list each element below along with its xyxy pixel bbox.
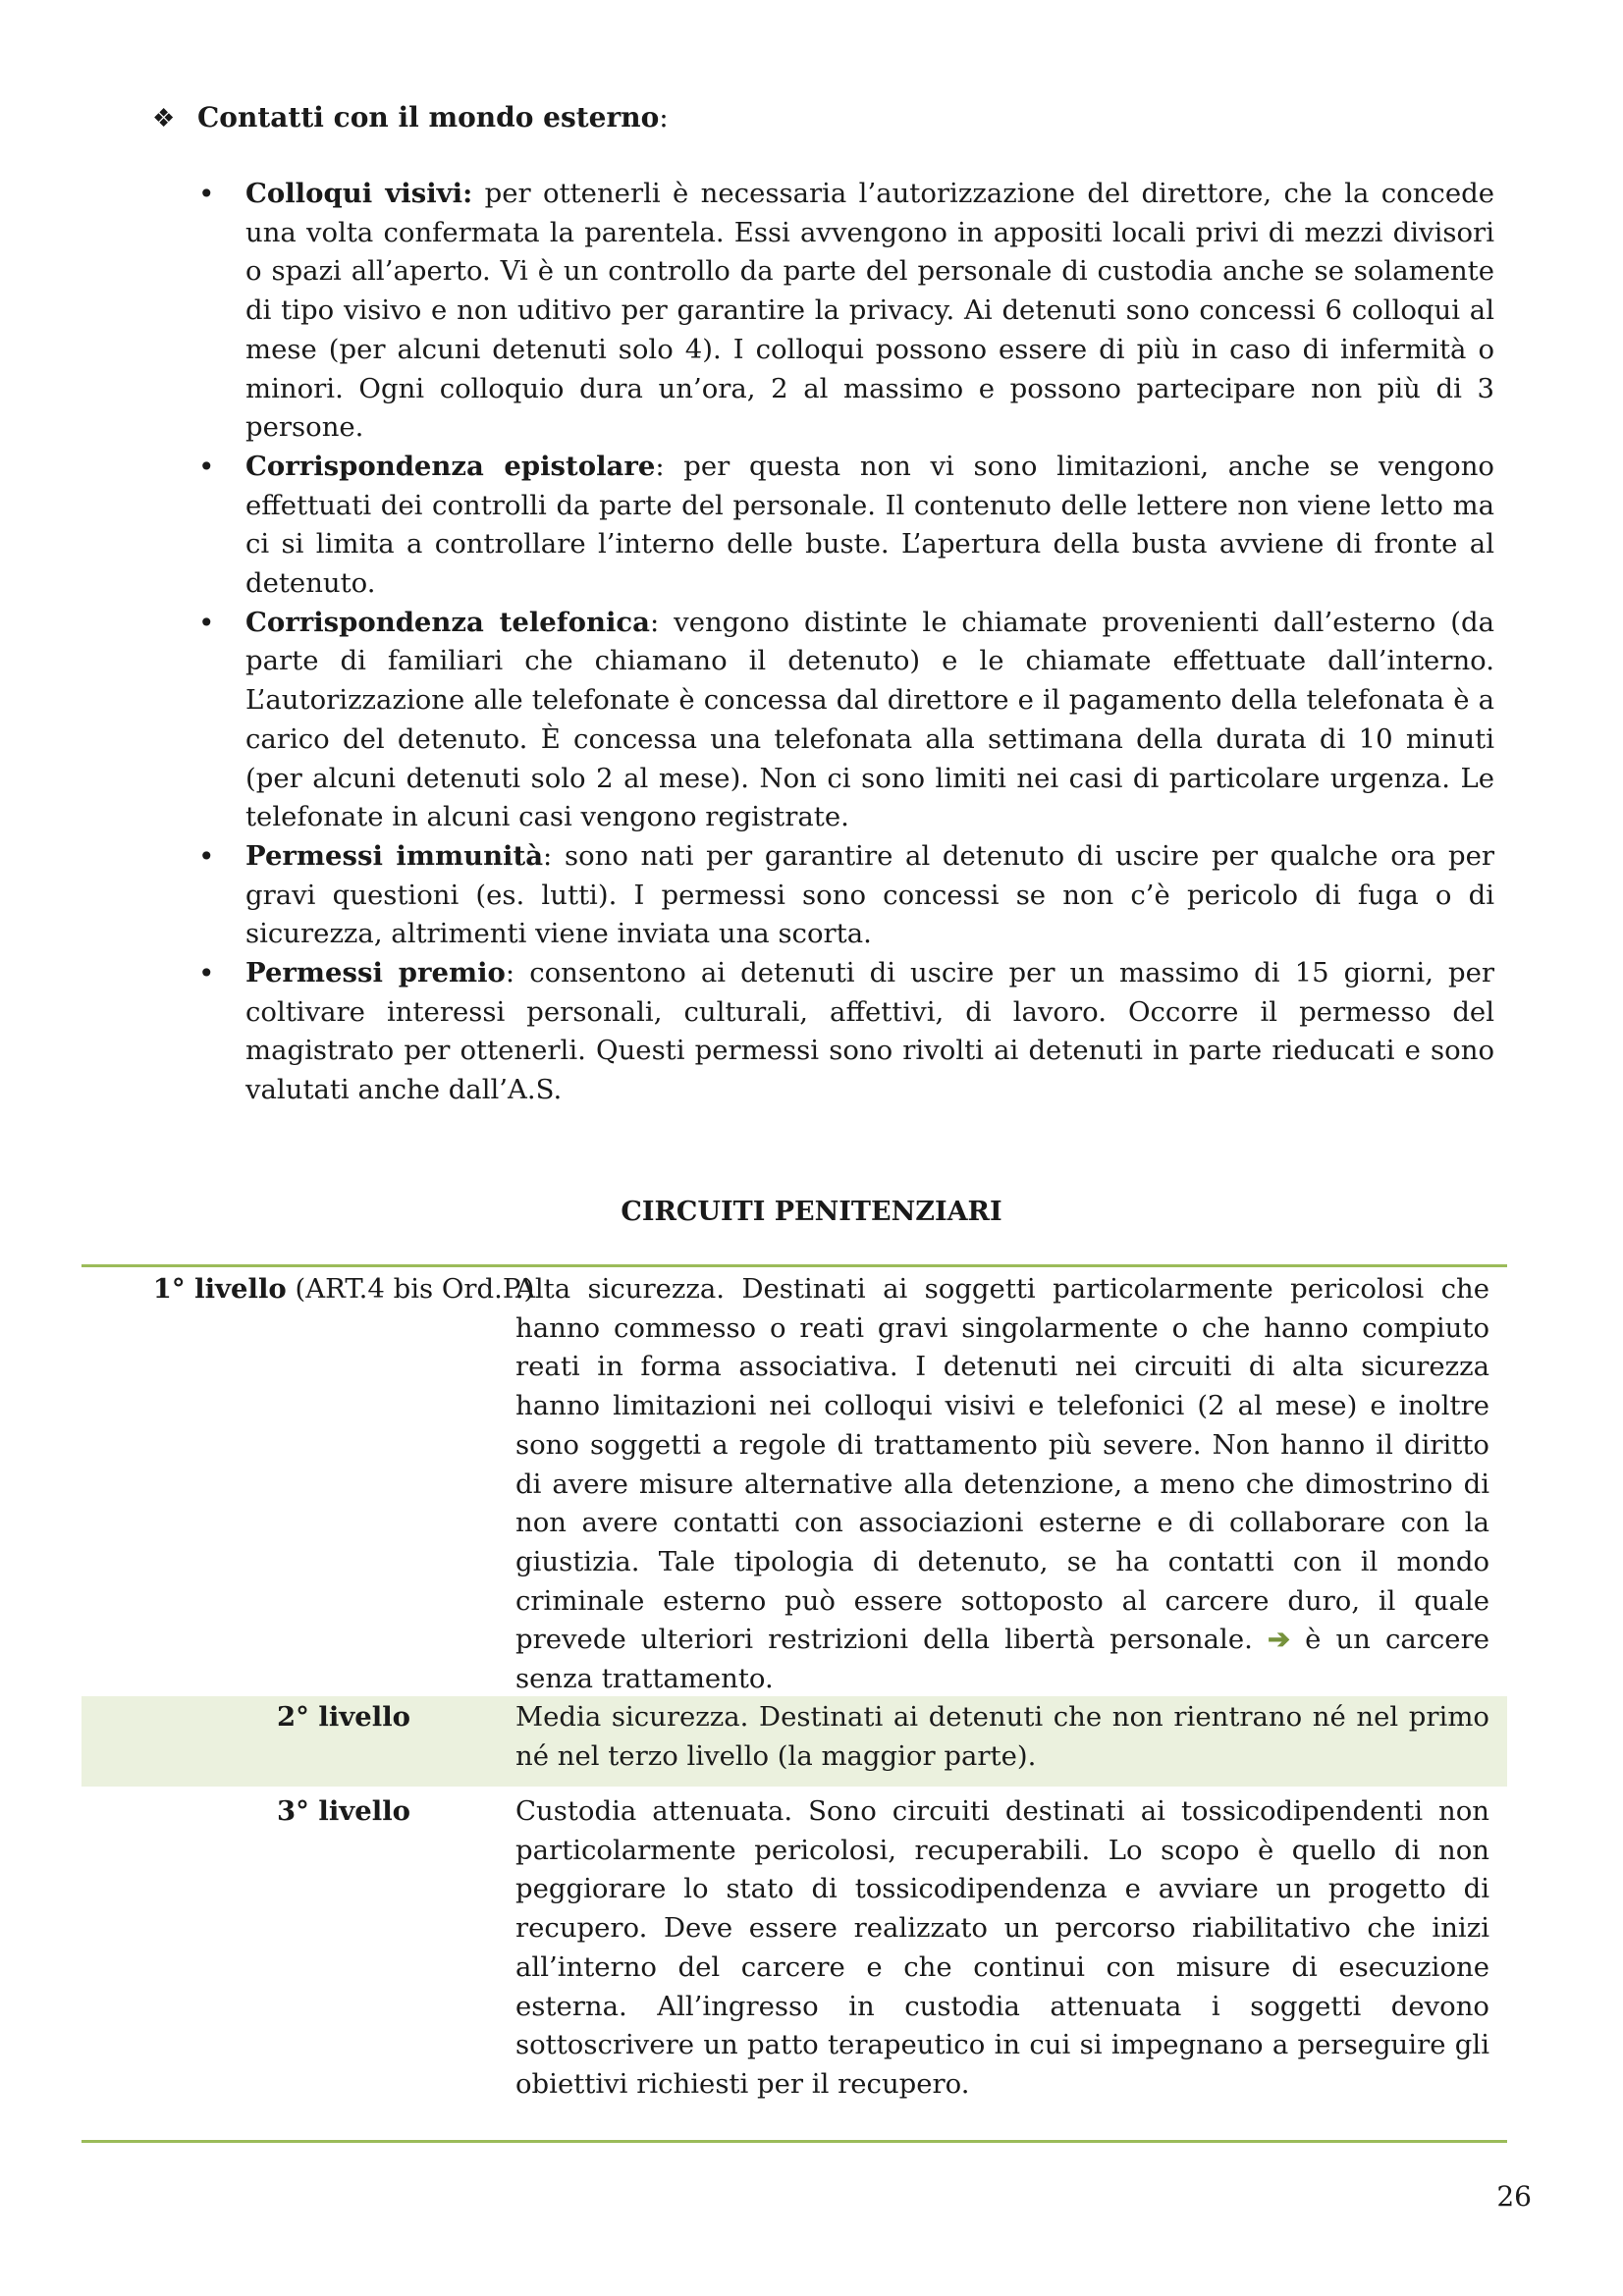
section-heading-suffix: : <box>659 101 669 133</box>
description-text: Alta sicurezza. Destinati ai soggetti particolarmente pericolosi che hanno commesso o reati gravi singolarmente o che hanno compiuto reati in forma associativa. I detenuti nei circuiti di alta sicurezza hanno limitazioni nei colloqui visivi e telefonici (2 al mese) e inoltre sono soggetti a regole di trattamento più severe. Non hanno il diritto di avere misure alternative alla detenzione, a meno che dimostrino di non avere contatti con associazioni esterne e di collaborare con la giustizia. Tale tipologia di detenuto, se ha contatti con il mondo criminale esterno può essere sottoposto al carcere duro, il quale prevede ulteriori restrizioni della libertà personale. <box>515 1273 1489 1656</box>
section-heading <box>152 98 669 138</box>
table-top-rule <box>81 1264 1507 1267</box>
bullet-dot-icon: • <box>198 606 215 639</box>
list-item <box>198 604 1494 837</box>
list-item <box>198 954 1494 1110</box>
section-heading-title: Contatti con il mondo esterno <box>197 101 660 133</box>
table-row-description <box>515 1270 1489 1699</box>
list-item-term: Permessi premio <box>245 957 506 989</box>
arrow-right-icon: ➔ <box>1267 1624 1290 1656</box>
description-text-after: è un carcere senza trattamento. <box>515 1624 1489 1695</box>
list-item-text: per ottenerli è necessaria l’autorizzazione del direttore, che la concede una volta confermata la parentela. Essi avvengono in appositi locali privi di mezzi divisori o spazi all’aperto. Vi è un controllo da parte del personale di custodia anche se solamente di tipo visivo e non uditivo per garantire la privacy. Ai detenuti sono concessi 6 colloqui al mese (per alcuni detenuti solo 4). I colloqui possono essere di più in caso di infermità o minori. Ogni colloquio dura un’ora, 2 al massimo e possono partecipare non più di 3 persone. <box>245 178 1494 444</box>
bullet-dot-icon: • <box>198 957 215 990</box>
list-item-term: Permessi immunità <box>245 839 544 872</box>
list-item-term: Corrispondenza telefonica <box>245 606 650 638</box>
circuits-table-title: CIRCUITI PENITENZIARI <box>621 1197 1002 1227</box>
table-bottom-rule <box>81 2140 1507 2143</box>
table-row-description <box>515 1698 1489 1776</box>
description-text: Custodia attenuata. Sono circuiti destinati ai tossicodipendenti non particolarmente pericolosi, recuperabili. Lo scopo è quello di non peggiorare lo stato di tossicodipendenza e avviare un progetto di recupero. Deve essere realizzato un percorso riabilitativo che inizi all’interno del carcere e che continui con misure di esecuzione esterna. All’ingresso in custodia attenuata i soggetti devono sottoscrivere un patto terapeutico in cui si impegnano a perseguire gli obiettivi richiesti per il recupero. <box>515 1795 1489 2100</box>
bullet-dot-icon: • <box>198 450 215 483</box>
diamond-bullet-icon: ❖ <box>152 104 176 133</box>
bullet-dot-icon: • <box>198 178 215 210</box>
list-item <box>198 837 1494 954</box>
table-row-level <box>118 1792 569 1832</box>
list-item-text: : sono nati per garantire al detenuto di uscire per qualche ora per gravi questioni (es. lutti). I permessi sono concessi se non c’è pericolo di fuga o di sicurezza, altrimenti viene inviata una scorta. <box>245 839 1494 950</box>
level-label: 1° livello <box>152 1273 287 1305</box>
list-item-term: Corrispondenza epistolare <box>245 450 656 482</box>
list-item-text: : per questa non vi sono limitazioni, anche se vengono effettuati dei controlli da parte del personale. Il contenuto delle lettere non viene letto ma ci si limita a controllare l’interno delle buste. L’apertura della busta avviene di fronte al detenuto. <box>245 450 1494 600</box>
table-row-level <box>118 1698 569 1737</box>
list-item-text: : consentono ai detenuti di uscire per un massimo di 15 giorni, per coltivare interessi personali, culturali, affettivi, di lavoro. Occorre il permesso del magistrato per ottenerli. Questi permessi sono rivolti ai detenuti in parte rieducati e sono valutati anche dall’A.S. <box>245 957 1494 1106</box>
list-item-term: Colloqui visivi: <box>245 178 473 209</box>
level-label: 3° livello <box>276 1795 411 1827</box>
table-row-level <box>118 1270 569 1309</box>
level-label: 2° livello <box>276 1701 411 1733</box>
list-item <box>198 448 1494 604</box>
list-item <box>198 175 1494 448</box>
table-row-description <box>515 1792 1489 2105</box>
contacts-list <box>198 175 1494 1110</box>
page-number: 26 <box>1496 2180 1532 2213</box>
description-text: Media sicurezza. Destinati ai detenuti che non rientrano né nel primo né nel terzo livello (la maggior parte). <box>515 1701 1489 1772</box>
bullet-dot-icon: • <box>198 839 215 873</box>
level-note: (ART.4 bis Ord.P.) <box>286 1273 535 1305</box>
list-item-text: : vengono distinte le chiamate provenienti dall’esterno (da parte di familiari che chiamano il detenuto) e le chiamate effettuate dall’interno. L’autorizzazione alle telefonate è concessa dal direttore e il pagamento della telefonata è a carico del detenuto. È concessa una telefonata alla settimana della durata di 10 minuti (per alcuni detenuti solo 2 al mese). Non ci sono limiti nei casi di particolare urgenza. Le telefonate in alcuni casi vengono registrate. <box>245 606 1494 833</box>
